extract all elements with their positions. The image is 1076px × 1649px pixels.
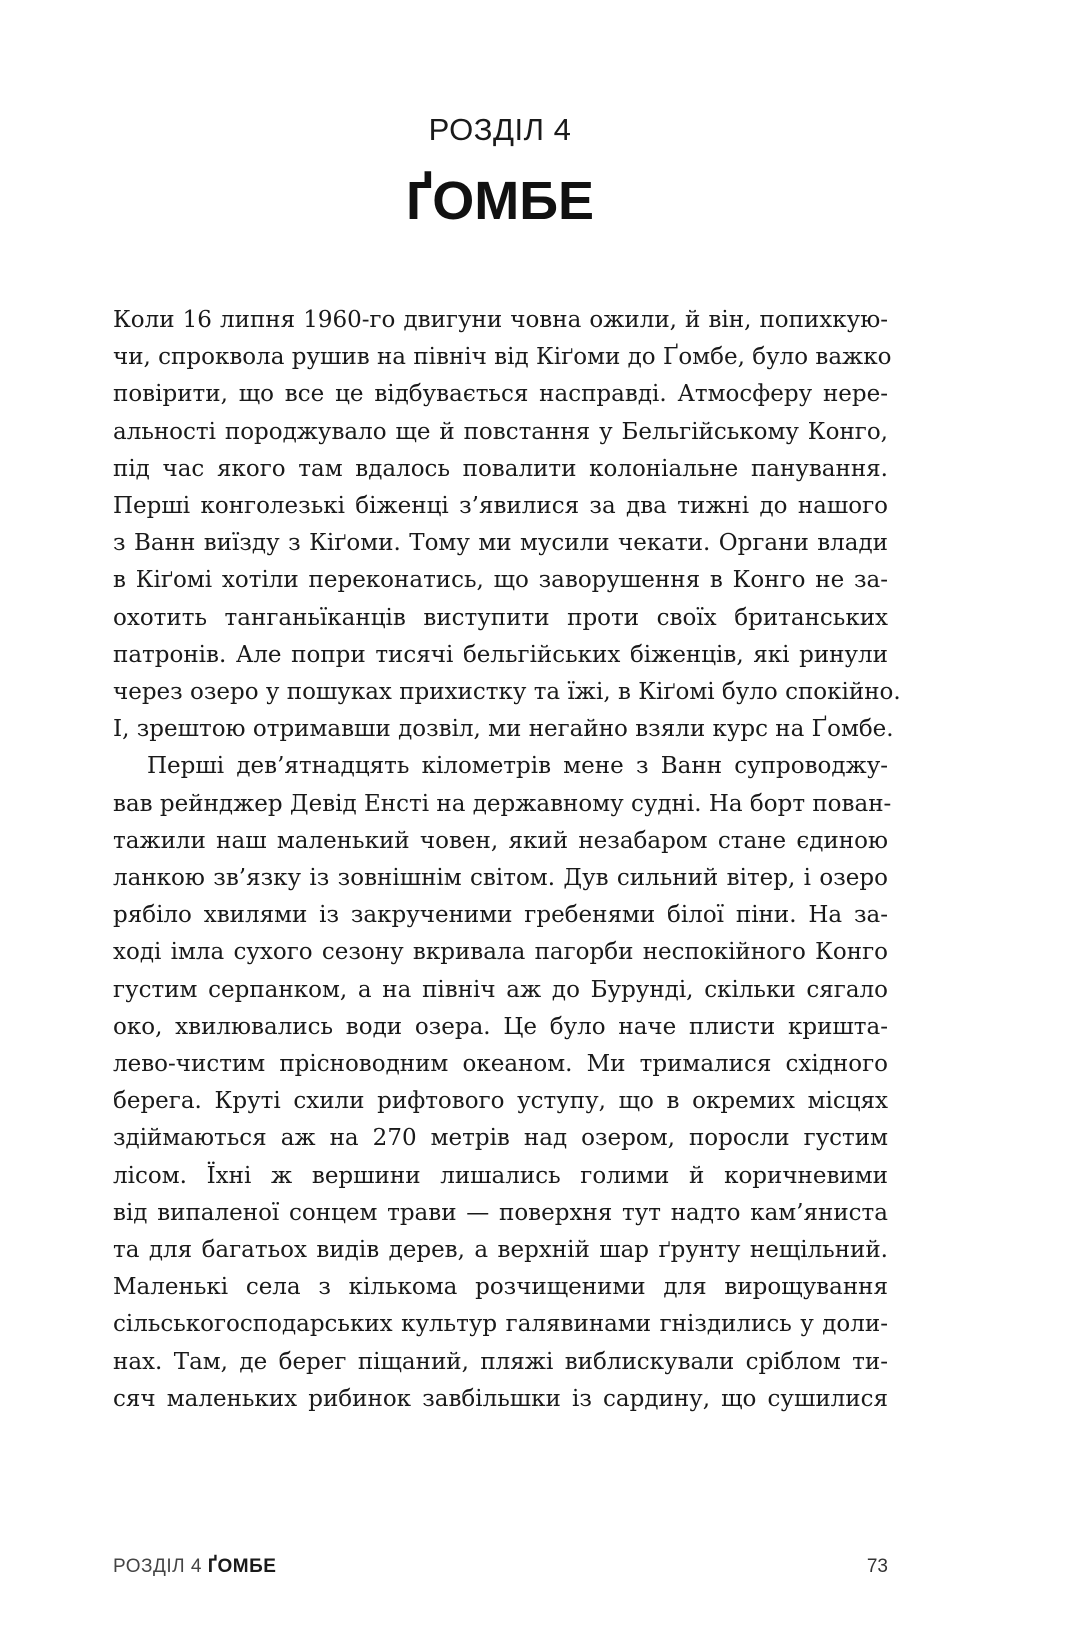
text-line: альності породжувало ще й повстання у Бельгійському Конго,	[113, 418, 888, 445]
text-line: від випаленої сонцем трави — поверхня тут надто кам’яниста	[113, 1199, 888, 1226]
page-number: 73	[866, 1556, 888, 1577]
footer-chapter-title: ҐОМБЕ	[207, 1556, 277, 1577]
text-line: в Кіґомі хотіли переконатись, що заворушення в Конго не за-	[113, 567, 888, 594]
text-line: повірити, що все це відбувається насправді. Атмосферу нере-	[113, 381, 888, 408]
text-line: густим серпанком, а на північ аж до Бурунді, скільки сягало	[113, 976, 888, 1003]
text-line: Перші конголезькі біженці з’явилися за два тижні до нашого	[113, 493, 888, 520]
text-line: тажили наш маленький човен, який незабаром стане єдиною	[113, 827, 888, 854]
text-line: Маленькі села з кількома розчищеними для вирощування	[113, 1274, 888, 1301]
text-line: вав рейнджер Девід Енсті на державному судні. На борт пован-	[113, 790, 892, 817]
text-line: лево-чистим прісноводним океаном. Ми трималися східного	[113, 1051, 888, 1078]
chapter-title: ҐОМБЕ	[405, 171, 595, 231]
text-line: охотить танганьїканців виступити проти своїх британських	[113, 604, 888, 631]
text-line: патронів. Але попри тисячі бельгійських біженців, які ринули	[113, 641, 888, 668]
text-line: під час якого там вдалось повалити колоніальне панування.	[113, 455, 888, 482]
text-line: з Ванн виїзду з Кіґоми. Тому ми мусили чекати. Органи влади	[113, 530, 888, 557]
text-line: сяч маленьких рибинок завбільшки із сардину, що сушилися	[113, 1385, 888, 1412]
text-line: ході імла сухого сезону вкривала пагорби неспокійного Конго	[113, 939, 888, 966]
paragraph-1	[113, 302, 901, 748]
text-line: рябіло хвилями із закрученими гребенями білої піни. На за-	[113, 902, 888, 929]
text-line: та для багатьох видів дерев, а верхній шар ґрунту нещільний.	[113, 1237, 888, 1264]
text-line: І, зрештою отримавши дозвіл, ми негайно взяли курс на Ґомбе.	[113, 716, 894, 743]
text-line: чи, спроквола рушив на північ від Кіґоми до Ґомбе, було важко	[113, 344, 892, 371]
text-line: сільськогосподарських культур галявинами гніздились у доли-	[113, 1311, 888, 1338]
text-line: ланкою зв’язку із зовнішнім світом. Дув сильний вітер, і озеро	[113, 865, 888, 892]
text-line: око, хвилювались води озера. Це було наче плисти кришта-	[113, 1013, 888, 1040]
text-line: через озеро у пошуках прихистку та їжі, в Кіґомі було спокійно.	[113, 679, 901, 706]
text-line: лісом. Їхні ж вершини лишались голими й коричневими	[113, 1162, 888, 1189]
paragraph-2	[113, 748, 892, 1418]
text-line: здіймаються аж на 270 метрів над озером, поросли густим	[113, 1125, 888, 1152]
text-line: Коли 16 липня 1960-го двигуни човна ожили, й він, попихкую-	[113, 307, 888, 333]
text-line: берега. Круті схили рифтового уступу, що в окремих місцях	[113, 1088, 888, 1115]
chapter-label: РОЗДІЛ 4	[428, 112, 572, 147]
text-line: Перші дев’ятнадцять кілометрів мене з Ванн супроводжу-	[147, 753, 888, 780]
running-footer	[113, 1556, 276, 1578]
text-line: нах. Там, де берег піщаний, пляжі виблискували сріблом ти-	[113, 1348, 888, 1375]
body-text	[113, 302, 901, 1418]
footer-chapter-label: РОЗДІЛ 4	[113, 1556, 202, 1577]
